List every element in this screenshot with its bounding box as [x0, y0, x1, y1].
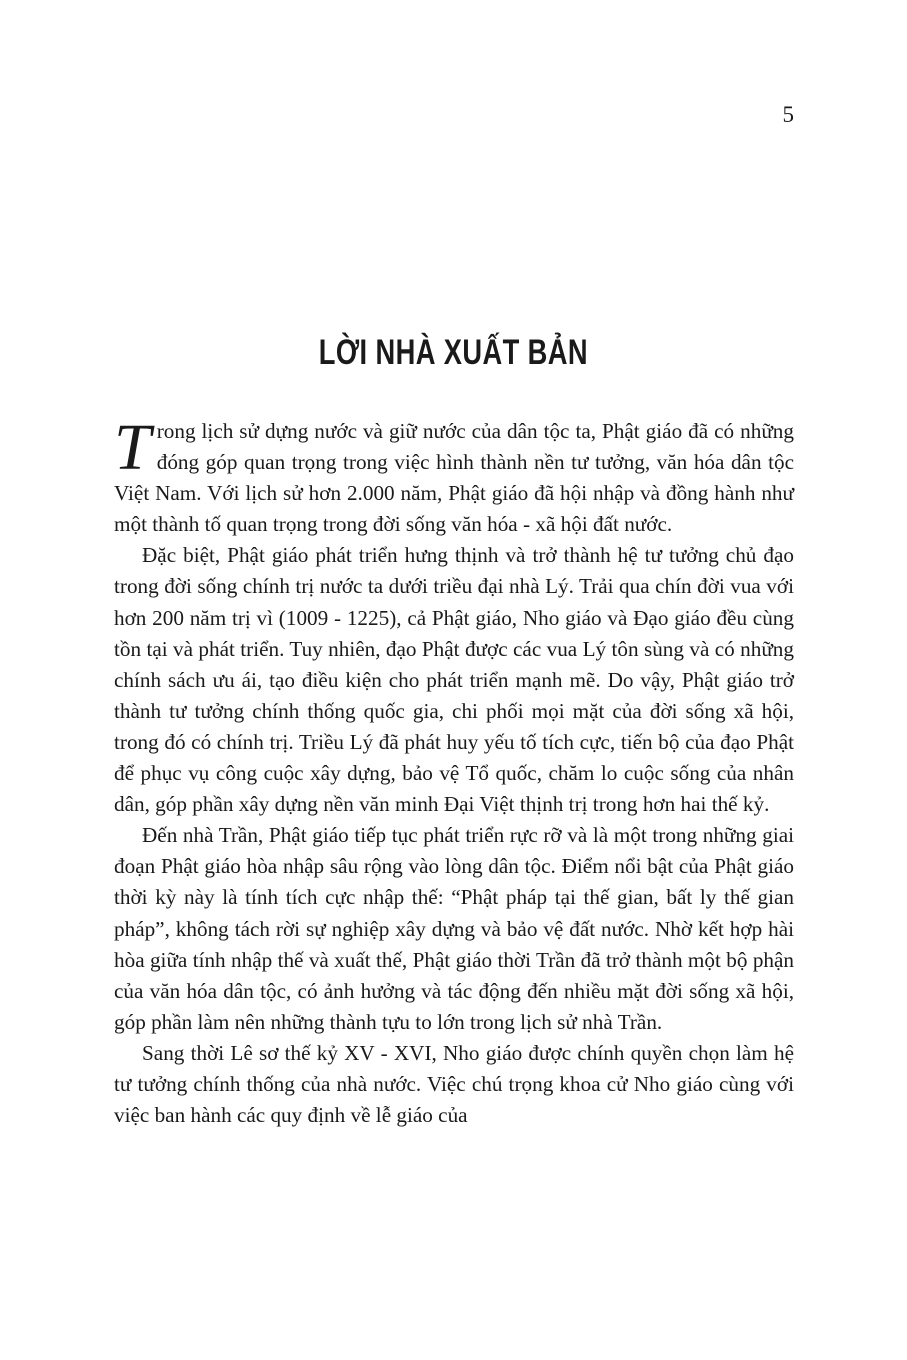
- paragraph-intro: [114, 411, 794, 540]
- drop-cap: T: [114, 411, 151, 484]
- body-text: [114, 411, 794, 1131]
- paragraph-intro-text: rong lịch sử dựng nước và giữ nước của dân tộc ta, Phật giáo đã có những đóng góp quan trọng trong việc hình thành nền tư tưởng, văn hóa dân tộc Việt Nam. Với lịch sử hơn 2.000 năm, Phật giáo đã hội nhập và đồng hành như một thành tố quan trọng trong đời sống văn hóa - xã hội đất nước.: [114, 419, 794, 537]
- page-number: 5: [782, 102, 794, 127]
- paragraph: Đặc biệt, Phật giáo phát triển hưng thịnh và trở thành hệ tư tưởng chủ đạo trong đời sống chính trị nước ta dưới triều đại nhà Lý. Trải qua chín đời vua với hơn 200 năm trị vì (1009 - 1225), cả Phật giáo, Nho giáo và Đạo giáo đều cùng tồn tại và phát triển. Tuy nhiên, đạo Phật được các vua Lý tôn sùng và có những chính sách ưu ái, tạo điều kiện cho phát triển mạnh mẽ. Do vậy, Phật giáo trở thành tư tưởng chính thống quốc gia, chi phối mọi mặt của đời sống xã hội, trong đó có chính trị. Triều Lý đã phát huy yếu tố tích cực, tiến bộ của đạo Phật để phục vụ công cuộc xây dựng, bảo vệ Tổ quốc, chăm lo cuộc sống của nhân dân, góp phần xây dựng nền văn minh Đại Việt thịnh trị trong hơn hai thế kỷ.: [114, 543, 794, 817]
- page-title: LỜI NHÀ XUẤT BẢN: [318, 333, 588, 373]
- paragraph: Đến nhà Trần, Phật giáo tiếp tục phát triển rực rỡ và là một trong những giai đoạn Phật giáo hòa nhập sâu rộng vào lòng dân tộc. Điểm nổi bật của Phật giáo thời kỳ này là tính tích cực nhập thế: “Phật pháp tại thế gian, bất ly thế gian pháp”, không tách rời sự nghiệp xây dựng và bảo vệ đất nước. Nhờ kết hợp hài hòa giữa tính nhập thế và xuất thế, Phật giáo thời Trần đã trở thành một bộ phận của văn hóa dân tộc, có ảnh hưởng và tác động đến nhiều mặt đời sống xã hội, góp phần làm nên những thành tựu to lớn trong lịch sử nhà Trần.: [114, 823, 794, 1034]
- paragraph: Sang thời Lê sơ thế kỷ XV - XVI, Nho giáo được chính quyền chọn làm hệ tư tưởng chính thống của nhà nước. Việc chú trọng khoa cử Nho giáo cùng với việc ban hành các quy định về lễ giáo của: [114, 1040, 794, 1128]
